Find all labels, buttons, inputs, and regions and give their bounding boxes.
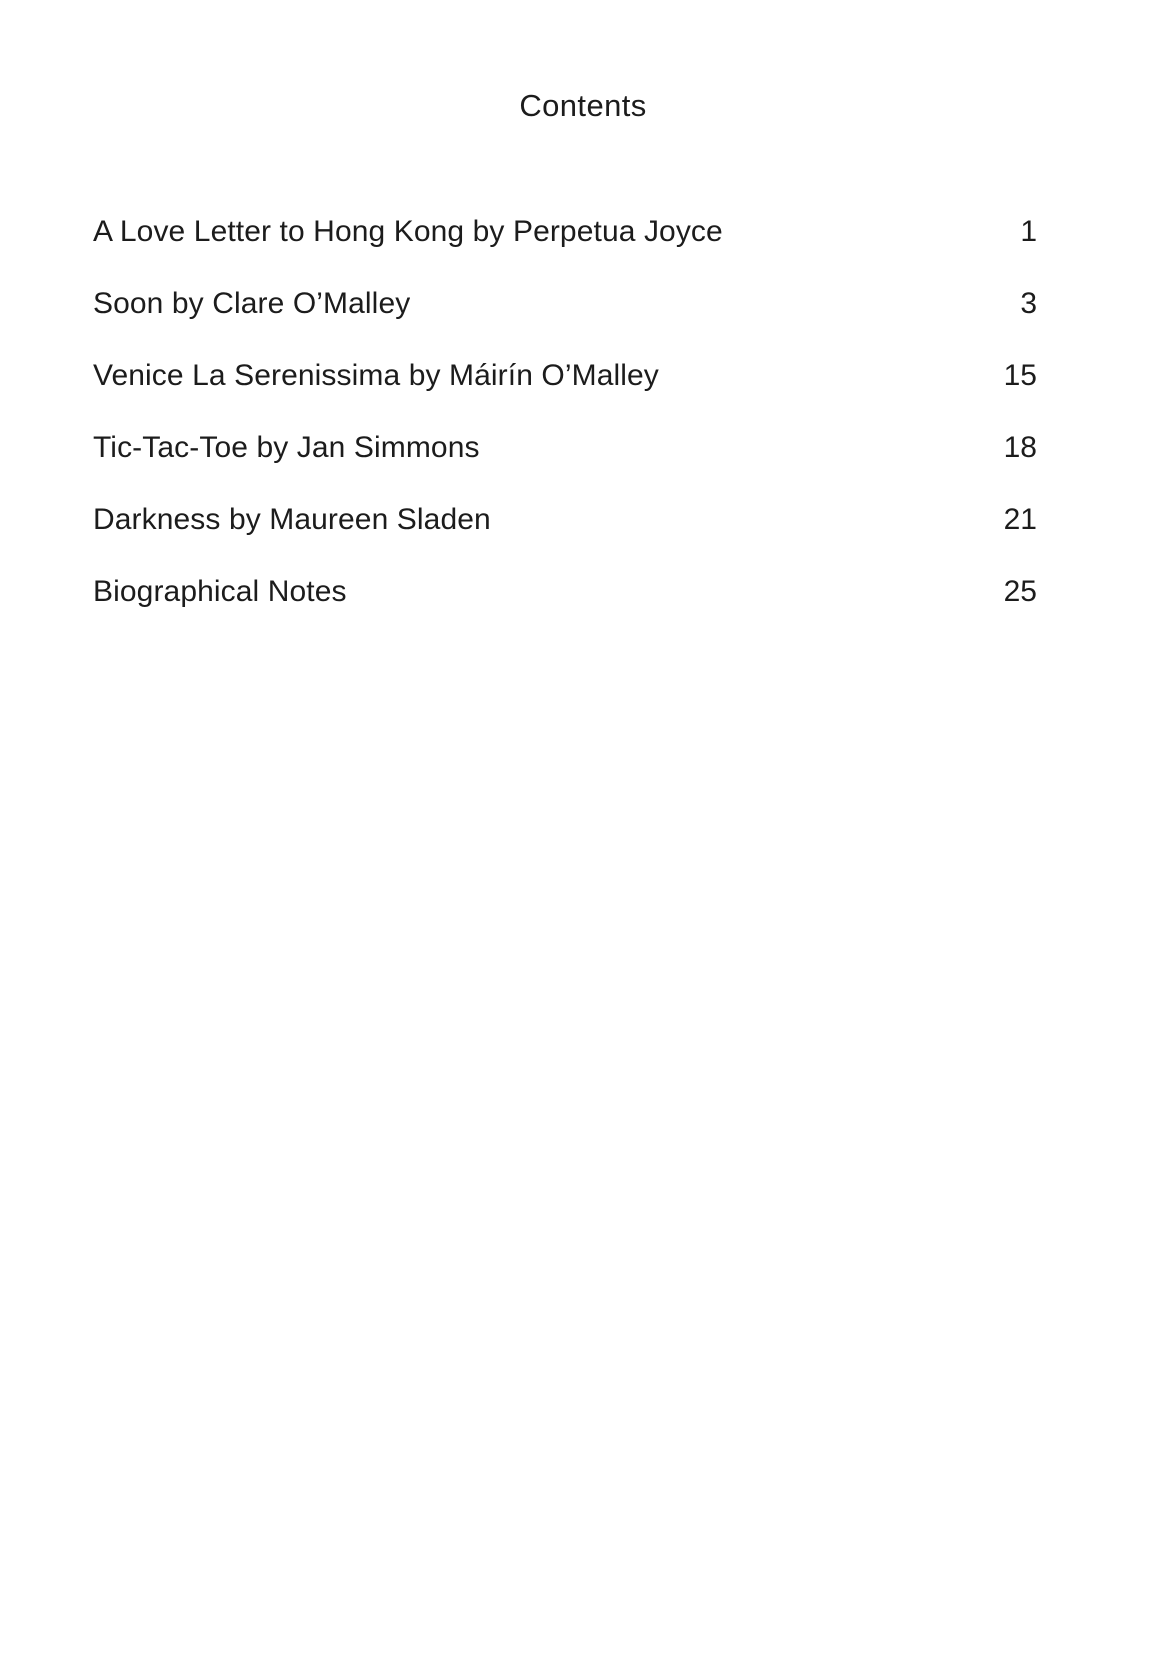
list-item[interactable] (93, 556, 1037, 628)
table-of-contents-list (93, 196, 1037, 628)
toc-entry-page-number: 21 (1003, 503, 1037, 536)
page-title: Contents (519, 88, 647, 123)
list-item[interactable] (93, 484, 1037, 556)
toc-entry-page-number: 25 (1003, 575, 1037, 608)
toc-entry-page-number: 18 (1003, 431, 1037, 464)
toc-entry-title: A Love Letter to Hong Kong by Perpetua Joyce (93, 215, 723, 248)
toc-entry-page-number: 1 (1020, 215, 1037, 248)
list-item[interactable] (93, 268, 1037, 340)
toc-entry-title: Biographical Notes (93, 575, 347, 608)
toc-entry-title: Tic-Tac-Toe by Jan Simmons (93, 431, 480, 464)
list-item[interactable] (93, 412, 1037, 484)
list-item[interactable] (93, 340, 1037, 412)
toc-entry-page-number: 15 (1003, 359, 1037, 392)
list-item[interactable] (93, 196, 1037, 268)
toc-entry-title: Soon by Clare O’Malley (93, 287, 411, 320)
toc-entry-title: Darkness by Maureen Sladen (93, 503, 491, 536)
toc-entry-page-number: 3 (1020, 287, 1037, 320)
toc-entry-title: Venice La Serenissima by Máirín O’Malley (93, 359, 659, 392)
